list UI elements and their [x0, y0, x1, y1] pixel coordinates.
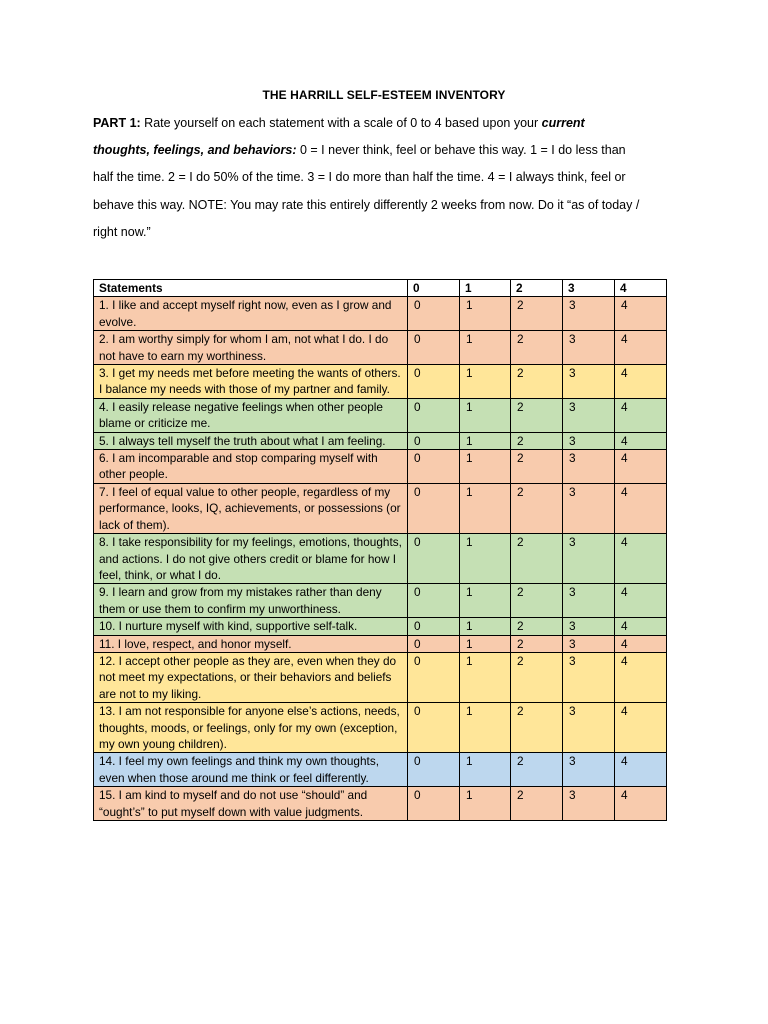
score-option-0[interactable]: 0 — [408, 753, 460, 787]
instructions-text: Rate yourself on each statement with a scale of 0 to 4 based upon your — [140, 116, 542, 130]
score-option-4[interactable]: 4 — [615, 753, 667, 787]
score-option-2[interactable]: 2 — [511, 331, 563, 365]
score-option-2[interactable]: 2 — [511, 753, 563, 787]
score-option-3[interactable]: 3 — [563, 753, 615, 787]
score-option-3[interactable]: 3 — [563, 635, 615, 652]
statement-cell: 1. I like and accept myself right now, even as I grow and evolve. — [94, 297, 408, 331]
score-option-0[interactable]: 0 — [408, 450, 460, 484]
score-option-3[interactable]: 3 — [563, 365, 615, 399]
score-option-1[interactable]: 1 — [460, 652, 511, 702]
statement-cell: 4. I easily release negative feelings when other people blame or criticize me. — [94, 398, 408, 432]
inventory-table — [93, 279, 667, 821]
table-row — [94, 398, 667, 432]
table-body — [94, 297, 667, 821]
table-row — [94, 331, 667, 365]
score-option-4[interactable]: 4 — [615, 652, 667, 702]
statement-cell: 14. I feel my own feelings and think my own thoughts, even when those around me think or feel differently. — [94, 753, 408, 787]
statement-cell: 12. I accept other people as they are, even when they do not meet my expectations, or their behaviors and beliefs are not to my liking. — [94, 652, 408, 702]
score-option-4[interactable]: 4 — [615, 618, 667, 635]
score-option-3[interactable]: 3 — [563, 703, 615, 753]
score-option-2[interactable]: 2 — [511, 635, 563, 652]
score-option-0[interactable]: 0 — [408, 483, 460, 533]
score-option-3[interactable]: 3 — [563, 652, 615, 702]
score-option-1[interactable]: 1 — [460, 635, 511, 652]
table-row — [94, 450, 667, 484]
table-header-row — [94, 280, 667, 297]
score-option-3[interactable]: 3 — [563, 297, 615, 331]
score-option-2[interactable]: 2 — [511, 618, 563, 635]
score-option-1[interactable]: 1 — [460, 584, 511, 618]
table-row — [94, 787, 667, 821]
score-option-1[interactable]: 1 — [460, 483, 511, 533]
table-row — [94, 432, 667, 449]
score-option-3[interactable]: 3 — [563, 331, 615, 365]
table-row — [94, 534, 667, 584]
instructions-emphasis: current thoughts, feelings, and behaviors: — [93, 116, 585, 158]
score-option-1[interactable]: 1 — [460, 432, 511, 449]
score-option-2[interactable]: 2 — [511, 787, 563, 821]
statement-cell: 5. I always tell myself the truth about what I am feeling. — [94, 432, 408, 449]
score-option-4[interactable]: 4 — [615, 787, 667, 821]
score-option-2[interactable]: 2 — [511, 483, 563, 533]
score-option-0[interactable]: 0 — [408, 398, 460, 432]
column-header-score-4: 4 — [615, 280, 667, 297]
score-option-0[interactable]: 0 — [408, 618, 460, 635]
part-label: PART 1: — [93, 116, 141, 130]
score-option-2[interactable]: 2 — [511, 534, 563, 584]
score-option-3[interactable]: 3 — [563, 398, 615, 432]
score-option-3[interactable]: 3 — [563, 450, 615, 484]
statement-cell: 11. I love, respect, and honor myself. — [94, 635, 408, 652]
score-option-1[interactable]: 1 — [460, 787, 511, 821]
score-option-0[interactable]: 0 — [408, 584, 460, 618]
table-row — [94, 618, 667, 635]
table-row — [94, 652, 667, 702]
score-option-2[interactable]: 2 — [511, 584, 563, 618]
score-option-2[interactable]: 2 — [511, 703, 563, 753]
score-option-4[interactable]: 4 — [615, 584, 667, 618]
score-option-1[interactable]: 1 — [460, 618, 511, 635]
score-option-4[interactable]: 4 — [615, 450, 667, 484]
score-option-1[interactable]: 1 — [460, 753, 511, 787]
score-option-4[interactable]: 4 — [615, 398, 667, 432]
score-option-0[interactable]: 0 — [408, 297, 460, 331]
instructions-scale-text: 0 = I never think, feel or behave this way. 1 = I do less than half the time. 2 = I do 50% of the time. 3 = I do more than half the time. 4 = I always think, feel or behave this way. NOTE: You may rate this entirely differently 2 weeks from now. Do it “as of today / right now.” — [93, 143, 640, 239]
score-option-0[interactable]: 0 — [408, 365, 460, 399]
statement-cell: 8. I take responsibility for my feelings, emotions, thoughts, and actions. I do not give others credit or blame for how I feel, think, or what I do. — [94, 534, 408, 584]
column-header-score-3: 3 — [563, 280, 615, 297]
score-option-1[interactable]: 1 — [460, 331, 511, 365]
statement-cell: 10. I nurture myself with kind, supportive self-talk. — [94, 618, 408, 635]
score-option-1[interactable]: 1 — [460, 534, 511, 584]
score-option-4[interactable]: 4 — [615, 432, 667, 449]
document-title: THE HARRILL SELF-ESTEEM INVENTORY — [262, 88, 506, 102]
score-option-4[interactable]: 4 — [615, 703, 667, 753]
column-header-statements: Statements — [94, 280, 408, 297]
statement-cell: 3. I get my needs met before meeting the wants of others. I balance my needs with those of my partner and family. — [94, 365, 408, 399]
column-header-score-2: 2 — [511, 280, 563, 297]
table-row — [94, 753, 667, 787]
score-option-2[interactable]: 2 — [511, 450, 563, 484]
table-row — [94, 365, 667, 399]
score-option-0[interactable]: 0 — [408, 432, 460, 449]
score-option-4[interactable]: 4 — [615, 331, 667, 365]
table-row — [94, 297, 667, 331]
score-option-2[interactable]: 2 — [511, 398, 563, 432]
score-option-0[interactable]: 0 — [408, 787, 460, 821]
score-option-1[interactable]: 1 — [460, 703, 511, 753]
score-option-1[interactable]: 1 — [460, 297, 511, 331]
score-option-4[interactable]: 4 — [615, 534, 667, 584]
score-option-0[interactable]: 0 — [408, 652, 460, 702]
score-option-4[interactable]: 4 — [615, 635, 667, 652]
statement-cell: 15. I am kind to myself and do not use “should” and “ought’s” to put myself down with value judgments. — [94, 787, 408, 821]
score-option-1[interactable]: 1 — [460, 365, 511, 399]
column-header-score-0: 0 — [408, 280, 460, 297]
statement-cell: 9. I learn and grow from my mistakes rather than deny them or use them to confirm my unworthiness. — [94, 584, 408, 618]
table-row — [94, 483, 667, 533]
statement-cell: 6. I am incomparable and stop comparing myself with other people. — [94, 450, 408, 484]
table-row — [94, 703, 667, 753]
column-header-score-1: 1 — [460, 280, 511, 297]
score-option-3[interactable]: 3 — [563, 787, 615, 821]
score-option-0[interactable]: 0 — [408, 635, 460, 652]
score-option-2[interactable]: 2 — [511, 365, 563, 399]
score-option-4[interactable]: 4 — [615, 365, 667, 399]
statement-cell: 13. I am not responsible for anyone else’s actions, needs, thoughts, moods, or feelings, only for my own (exception, my own young children). — [94, 703, 408, 753]
statement-cell: 2. I am worthy simply for whom I am, not what I do. I do not have to earn my worthiness. — [94, 331, 408, 365]
score-option-3[interactable]: 3 — [563, 618, 615, 635]
score-option-3[interactable]: 3 — [563, 483, 615, 533]
score-option-0[interactable]: 0 — [408, 534, 460, 584]
statement-cell: 7. I feel of equal value to other people, regardless of my performance, looks, IQ, achievements, or possessions (or lack of them). — [94, 483, 408, 533]
score-option-3[interactable]: 3 — [563, 534, 615, 584]
score-option-2[interactable]: 2 — [511, 297, 563, 331]
score-option-4[interactable]: 4 — [615, 483, 667, 533]
score-option-1[interactable]: 1 — [460, 398, 511, 432]
score-option-3[interactable]: 3 — [563, 584, 615, 618]
score-option-0[interactable]: 0 — [408, 331, 460, 365]
score-option-0[interactable]: 0 — [408, 703, 460, 753]
table-row — [94, 635, 667, 652]
instructions-paragraph — [93, 110, 643, 246]
score-option-3[interactable]: 3 — [563, 432, 615, 449]
score-option-2[interactable]: 2 — [511, 432, 563, 449]
score-option-2[interactable]: 2 — [511, 652, 563, 702]
table-row — [94, 584, 667, 618]
score-option-4[interactable]: 4 — [615, 297, 667, 331]
score-option-1[interactable]: 1 — [460, 450, 511, 484]
